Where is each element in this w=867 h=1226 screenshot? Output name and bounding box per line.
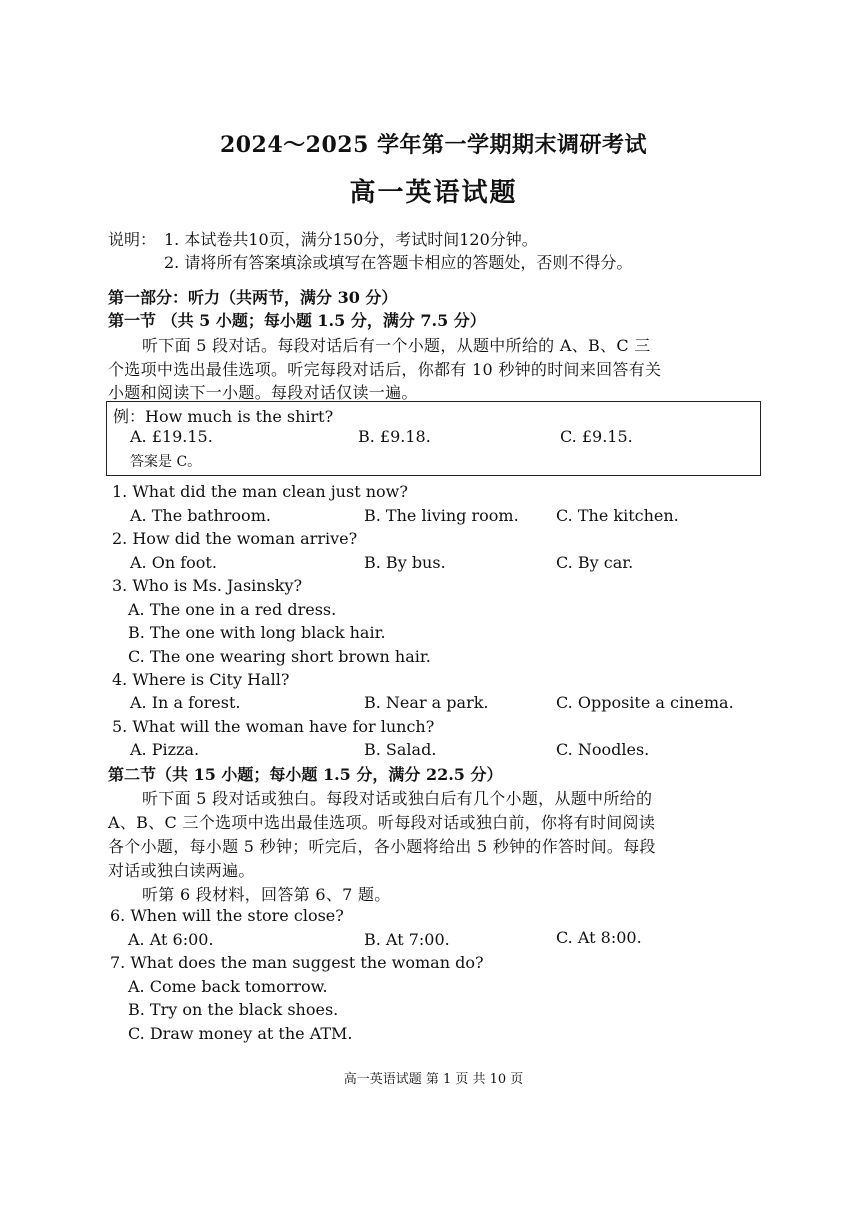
section2-directions-line: A、B、C 三个选项中选出最佳选项。听每段对话或独白前，你将有时间阅读 [108,813,656,832]
question-2: 2. How did the woman arrive? [112,529,358,548]
q3-option-b: B. The one with long black hair. [128,623,386,642]
example-option-a: A. £19.15. [130,427,213,446]
section2-directions-line: 听下面 5 段对话或独白。每段对话或独白后有几个小题，从题中所给的 [142,789,653,808]
instructions-label: 说明： [108,230,157,249]
q3-option-a: A. The one in a red dress. [128,600,337,619]
exam-title: 2024～2025 学年第一学期期末调研考试 [219,132,648,158]
material-note: 听第 6 段材料，回答第 6、7 题。 [142,885,391,904]
page-footer: 高一英语试题 第 1 页 共 10 页 [343,1072,524,1087]
example-question: 例：How much is the shirt? [113,407,334,426]
q6-option-c: C. At 8:00. [556,928,642,947]
exam-subtitle: 高一英语试题 [349,178,518,208]
question-1: 1. What did the man clean just now? [112,482,408,501]
q1-option-a: A. The bathroom. [130,506,271,525]
q6-option-b: B. At 7:00. [364,930,450,949]
q5-option-a: A. Pizza. [130,740,200,759]
question-6: 6. When will the store close? [110,906,344,925]
section1-title: 第一节 （共 5 小题；每小题 1.5 分，满分 7.5 分） [108,311,486,330]
q2-option-a: A. On foot. [130,553,217,572]
q7-option-b: B. Try on the black shoes. [128,1000,339,1019]
q7-option-c: C. Draw money at the ATM. [128,1024,353,1043]
part1-title: 第一部分：听力（共两节，满分 30 分） [108,288,398,307]
q4-option-b: B. Near a park. [364,693,489,712]
q3-option-c: C. The one wearing short brown hair. [128,647,431,666]
q4-option-a: A. In a forest. [130,693,241,712]
example-option-c: C. £9.15. [560,427,633,446]
q5-option-b: B. Salad. [364,740,437,759]
q6-option-a: A. At 6:00. [128,930,214,949]
q7-option-a: A. Come back tomorrow. [128,977,328,996]
instruction-line-2: 2. 请将所有答案填涂或填写在答题卡相应的答题处，否则不得分。 [164,253,633,272]
q2-option-b: B. By bus. [364,553,446,572]
question-4: 4. Where is City Hall? [112,670,290,689]
section2-title: 第二节（共 15 小题；每小题 1.5 分，满分 22.5 分） [108,765,503,784]
q2-option-c: C. By car. [556,553,634,572]
q1-option-b: B. The living room. [364,506,519,525]
q1-option-c: C. The kitchen. [556,506,679,525]
instruction-line-1: 1. 本试卷共10页，满分150分，考试时间120分钟。 [164,230,538,249]
example-answer: 答案是 C。 [130,454,202,470]
example-option-b: B. £9.18. [358,427,431,446]
section1-directions-line: 听下面 5 段对话。每段对话后有一个小题，从题中所给的 A、B、C 三 [142,336,651,355]
section2-directions-line: 对话或独白读两遍。 [108,861,255,880]
section1-directions-line: 小题和阅读下一小题。每段对话仅读一遍。 [108,383,418,402]
question-3: 3. Who is Ms. Jasinsky? [112,576,303,595]
question-7: 7. What does the man suggest the woman do? [110,953,484,972]
section1-directions-line: 个选项中选出最佳选项。听完每段对话后，你都有 10 秒钟的时间来回答有关 [108,360,662,379]
section2-directions-line: 各个小题，每小题 5 秒钟；听完后，各小题将给出 5 秒钟的作答时间。每段 [108,837,656,856]
q4-option-c: C. Opposite a cinema. [556,693,734,712]
q5-option-c: C. Noodles. [556,740,650,759]
question-5: 5. What will the woman have for lunch? [112,717,435,736]
